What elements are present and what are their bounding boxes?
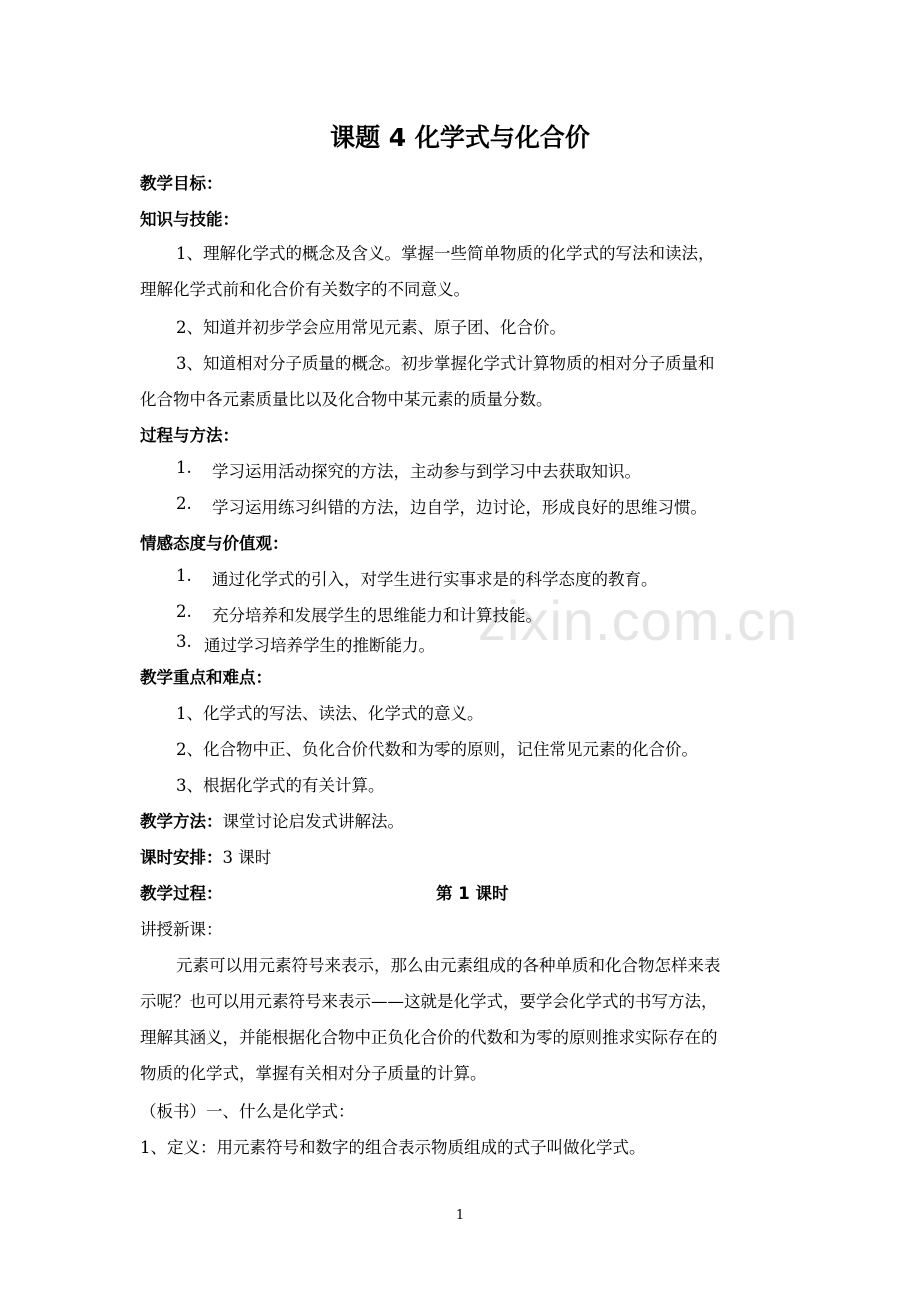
lecture-label: 讲授新课： — [140, 920, 223, 939]
process-item-1-number: 1. — [176, 458, 192, 477]
knowledge-item-1-line-2: 理解化学式前和化合价有关数字的不同意义。 — [140, 280, 470, 299]
emotion-item-2-number: 2. — [176, 602, 192, 621]
knowledge-item-3-line-1: 3、知道相对分子质量的概念。初步掌握化学式计算物质的相对分子质量和 — [176, 354, 715, 373]
goals-heading: 教学目标： — [140, 174, 223, 193]
intro-line-3: 理解其涵义，并能根据化合物中正负化合价的代数和为零的原则推求实际存在的 — [140, 1028, 718, 1047]
teaching-method-value: 课堂讨论启发式讲解法。 — [222, 812, 404, 831]
teaching-process-label: 教学过程： — [140, 884, 223, 903]
emotion-item-1-number: 1. — [176, 566, 192, 585]
lesson-label: 第 1 课时 — [436, 884, 509, 903]
page-number: 1 — [455, 1208, 465, 1223]
board-note: （板书）一、什么是化学式： — [140, 1102, 355, 1121]
emotion-item-3-number: 3. — [176, 632, 192, 651]
key-point-2: 2、化合物中正、负化合价代数和为零的原则，记住常见元素的化合价。 — [176, 740, 698, 759]
knowledge-item-3-line-2: 化合物中各元素质量比以及化合物中某元素的质量分数。 — [140, 390, 553, 409]
teaching-method-label: 教学方法： — [140, 812, 223, 831]
knowledge-heading: 知识与技能： — [140, 210, 239, 229]
key-point-1: 1、化学式的写法、读法、化学式的意义。 — [176, 704, 484, 723]
key-point-3: 3、根据化学式的有关计算。 — [176, 776, 385, 795]
intro-line-4: 物质的化学式，掌握有关相对分子质量的计算。 — [140, 1064, 487, 1083]
teaching-method — [140, 808, 404, 832]
process-item-2: 学习运用练习纠错的方法，边自学，边讨论，形成良好的思维习惯。 — [212, 498, 707, 517]
schedule — [140, 844, 271, 868]
page-title: 课题 4 化学式与化合价 — [330, 123, 590, 152]
process-item-1: 学习运用活动探究的方法，主动参与到学习中去获取知识。 — [212, 462, 641, 481]
watermark: zixin.com.cn — [478, 589, 799, 652]
intro-line-2: 示呢？也可以用元素符号来表示——这就是化学式，要学会化学式的书写方法， — [140, 992, 718, 1011]
emotion-heading: 情感态度与价值观： — [140, 534, 289, 553]
process-item-2-number: 2. — [176, 494, 192, 513]
key-points-heading: 教学重点和难点： — [140, 668, 272, 687]
emotion-item-2: 充分培养和发展学生的思维能力和计算技能。 — [212, 606, 542, 625]
intro-line-1: 元素可以用元素符号来表示，那么由元素组成的各种单质和化合物怎样来表 — [176, 956, 721, 975]
schedule-value: 3 课时 — [222, 848, 272, 867]
knowledge-item-1-line-1: 1、理解化学式的概念及含义。掌握一些简单物质的化学式的写法和读法， — [176, 244, 715, 263]
schedule-label: 课时安排： — [140, 848, 223, 867]
definition: 1、定义：用元素符号和数字的组合表示物质组成的式子叫做化学式。 — [140, 1138, 646, 1157]
emotion-item-1: 通过化学式的引入，对学生进行实事求是的科学态度的教育。 — [212, 570, 658, 589]
process-heading: 过程与方法： — [140, 426, 239, 445]
emotion-item-3: 通过学习培养学生的推断能力。 — [204, 636, 435, 655]
knowledge-item-2: 2、知道并初步学会应用常见元素、原子团、化合价。 — [176, 318, 566, 337]
